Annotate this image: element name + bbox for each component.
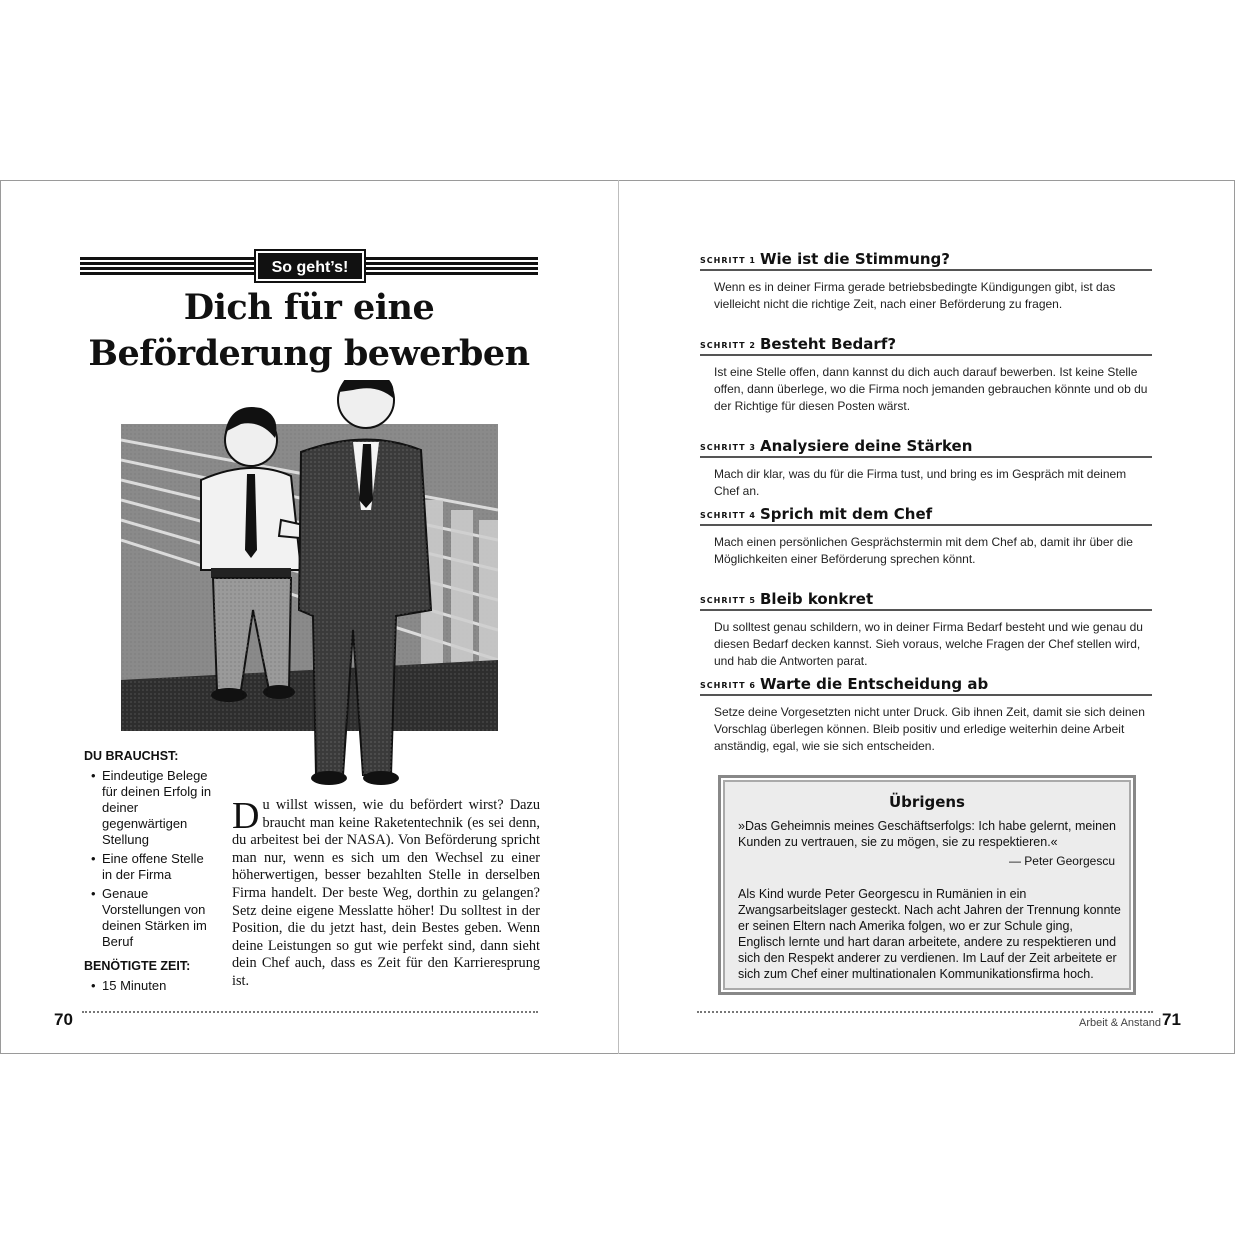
step-title: Analysiere deine Stärken [760,437,973,455]
drop-cap: D [232,795,260,837]
section-banner [80,255,538,277]
step-header [700,587,1152,611]
need-heading: DU BRAUCHST: [84,749,179,763]
need-item: • Genaue Vorstellungen von deinen Stärken im Beruf [102,886,214,950]
step-header [700,247,1152,271]
step-title: Warte die Entscheidung ab [760,675,989,693]
step-header [700,502,1152,526]
step-header [700,672,1152,696]
step-header [700,434,1152,458]
step-number: SCHRITT 1 [700,256,756,265]
title-line-2: Beförderung bewerben [88,333,530,374]
box-title: Übrigens [889,793,965,811]
step-number: SCHRITT 4 [700,511,756,520]
step-title: Sprich mit dem Chef [760,505,933,523]
title-line-1: Dich für eine [183,287,435,328]
step-1 [700,247,1152,313]
intro-text: u willst wissen, wie du befördert wirst? Dazu braucht man keine Raketentechnik (es sei denn, du arbeitest bei der NASA). Von Beförderung spricht man nur, wenn es sich um den Wechsel zu einer höherwertigen, besser bezahlten Stelle in derselben Firma handelt. Der beste Weg, dorthin zu gelangen? Setz deine eigene Messlatte höher! Du solltest in der Position, die du jetzt hast, dein Bestes geben. Wenn deine Leistungen so gut wie perfekt sind, dann sieht dein Chef auch, dass es Zeit für den Karrieresprung ist. [232,797,540,989]
time-list [84,978,214,994]
need-item: • Eine offene Stelle in der Firma [102,851,214,883]
step-text: Mach einen persönlichen Gesprächstermin mit dem Chef ab, damit ihr über die Möglichkeiten einer Beförderung sprechen könnt. [714,535,1133,566]
requirements-sidebar [84,748,214,1002]
step-number: SCHRITT 6 [700,681,756,690]
step-text: Setze deine Vorgesetzten nicht unter Druck. Gib ihnen Zeit, damit sie sich deinen Vorschlag überlegen können. Bleib positiv und erledige weiterhin deine Arbeit anständig, egal, wie sie sich entscheiden. [714,705,1145,753]
step-text: Ist eine Stelle offen, dann kannst du dich auch darauf bewerben. Ist keine Stelle offen, dann überlege, wo die Firma noch jemanden gebrauchen könnte und ob du der Richtige für diesen Posten wärst. [714,365,1148,413]
illustration-two-businessmen [121,380,498,800]
step-3 [700,434,1152,500]
step-text: Wenn es in deiner Firma gerade betriebsbedingte Kündigungen gibt, ist das vielleicht nicht die richtige Zeit, nach einer Beförderung zu fragen. [714,280,1116,311]
step-text: Du solltest genau schildern, wo in deiner Firma Bedarf besteht und wie genau du diesen Bedarf decken kannst. Sieh voraus, welche Fragen der Chef stellen wird, und hab die Antworten parat. [714,620,1143,668]
step-2 [700,332,1152,415]
box-text: Als Kind wurde Peter Georgescu in Rumänien in ein Zwangsarbeitslager gesteckt. Nach acht Jahren der Trennung konnte er seinen Eltern nach Amerika folgen, wo er zur Schule ging, Englisch lernte und hart daran arbeitete, andere zu respektieren und sich den Respekt anderer zu verdienen. Im Lauf der Zeit arbeitete er sich zum Chef einer multinationalen Kommunikationsfirma hoch. [738,887,1121,981]
need-list [84,768,214,950]
footer-rule-right [697,1011,1153,1013]
time-item: • 15 Minuten [102,978,214,994]
page-number-left: 70 [54,1010,73,1029]
intro-paragraph [232,797,540,991]
so-gehts-tag: So geht’s! [256,251,364,281]
step-header [700,332,1152,356]
book-gutter [618,180,619,1054]
step-number: SCHRITT 3 [700,443,756,452]
time-heading: BENÖTIGTE ZEIT: [84,959,191,973]
page-number-right: 71 [1162,1010,1181,1029]
step-number: SCHRITT 2 [700,341,756,350]
box-quote: »Das Geheimnis meines Geschäftserfolgs: Ich habe gelernt, meinen Kunden zu vertrauen, sie zu mögen, sie zu respektieren.« [738,819,1116,849]
step-title: Wie ist die Stimmung? [760,250,950,268]
step-text: Mach dir klar, was du für die Firma tust, und bring es im Gespräch mit deinem Chef an. [714,467,1127,498]
section-name: Arbeit & Anstand [1079,1017,1161,1029]
step-number: SCHRITT 5 [700,596,756,605]
uebrigens-box [718,775,1136,995]
need-item: • Eindeutige Belege für deinen Erfolg in deiner gegenwärtigen Stellung [102,768,214,848]
step-6 [700,672,1152,755]
step-title: Besteht Bedarf? [760,335,897,353]
page-title [70,285,548,377]
step-title: Bleib konkret [760,590,874,608]
footer-rule-left [82,1011,538,1013]
box-attribution: — Peter Georgescu [1008,854,1115,868]
step-4 [700,502,1152,568]
step-5 [700,587,1152,670]
